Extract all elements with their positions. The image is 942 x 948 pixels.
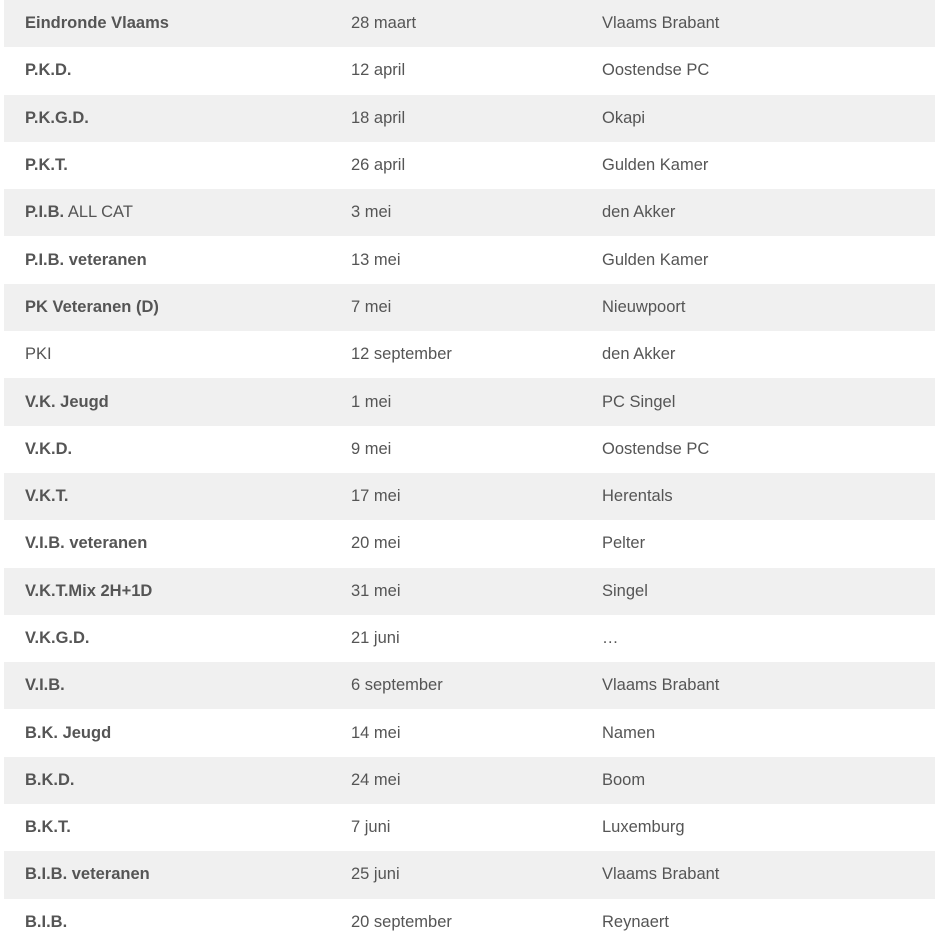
competition-cell [4, 851, 351, 898]
table-row [4, 189, 935, 236]
date-cell: 13 mei [351, 250, 401, 269]
date-cell: 18 april [351, 108, 406, 127]
location-cell: den Akker [602, 203, 676, 222]
table-row [4, 709, 935, 756]
competition-cell [4, 709, 351, 756]
date-cell: 7 juni [351, 818, 391, 837]
date-cell: 24 mei [351, 770, 401, 789]
competition-cell [4, 236, 351, 283]
competition-name: P.I.B. veteranen [25, 250, 147, 269]
date-cell: 3 mei [351, 203, 392, 222]
date-cell: 31 mei [351, 581, 401, 600]
competition-suffix: ALL CAT [64, 203, 133, 222]
date-cell: 26 april [351, 156, 406, 175]
table-row [4, 520, 935, 567]
date-cell: 14 mei [351, 723, 401, 742]
date-cell: 21 juni [351, 629, 400, 647]
competition-name: V.I.B. [25, 676, 65, 695]
location-cell: Boom [602, 770, 646, 789]
table-row [4, 47, 935, 94]
table-row [4, 236, 935, 283]
table-row [4, 899, 935, 946]
table-row [4, 331, 935, 378]
date-cell: 20 september [351, 912, 452, 931]
competition-name: B.K.D. [25, 770, 75, 789]
table-row [4, 378, 935, 425]
competition-name: PK Veteranen (D) [25, 297, 159, 316]
location-cell: Gulden Kamer [602, 250, 709, 269]
date-cell: 1 mei [351, 392, 392, 411]
table-row [4, 804, 935, 851]
date-cell: 17 mei [351, 487, 401, 506]
table-row [4, 284, 935, 331]
date-cell: 9 mei [351, 439, 392, 458]
date-cell: 25 juni [351, 865, 400, 884]
competition-cell [4, 568, 351, 615]
table-row [4, 757, 935, 804]
competition-name: V.I.B. veteranen [25, 534, 148, 553]
competition-name: P.I.B. [25, 203, 65, 222]
competition-suffix: PKI [25, 345, 52, 364]
competition-cell [4, 615, 351, 662]
location-cell: Gulden Kamer [602, 156, 709, 175]
location-cell: PC Singel [602, 392, 676, 411]
table-row [4, 662, 935, 709]
location-cell: Namen [602, 723, 656, 742]
date-cell: 7 mei [351, 297, 392, 316]
schedule-table-container [4, 0, 935, 946]
competition-cell [4, 95, 351, 142]
competition-cell [4, 662, 351, 709]
competition-cell [4, 520, 351, 567]
location-cell: Pelter [602, 534, 646, 553]
competition-cell [4, 899, 351, 946]
table-row [4, 473, 935, 520]
table-row [4, 426, 935, 473]
location-cell: Vlaams Brabant [602, 676, 720, 695]
competition-cell [4, 142, 351, 189]
competition-cell [4, 189, 351, 236]
competition-name: P.K.G.D. [25, 108, 89, 127]
competition-name: V.K.D. [25, 439, 73, 458]
location-cell: Vlaams Brabant [602, 14, 720, 33]
competition-name: P.K.T. [25, 156, 68, 175]
location-cell: Oostendse PC [602, 439, 710, 458]
date-cell: 12 september [351, 345, 452, 364]
competition-name: P.K.D. [25, 61, 72, 80]
date-cell: 6 september [351, 676, 443, 695]
location-cell: den Akker [602, 345, 676, 364]
competition-cell [4, 757, 351, 804]
competition-name: V.K.T. [25, 487, 69, 506]
table-row [4, 142, 935, 189]
competition-cell [4, 331, 351, 378]
location-cell: Oostendse PC [602, 61, 710, 80]
competition-name: B.I.B. veteranen [25, 865, 150, 884]
location-cell: Nieuwpoort [602, 297, 686, 316]
competition-name: V.K.T.Mix 2H+1D [25, 581, 153, 600]
location-cell: … [602, 629, 619, 647]
competition-cell [4, 426, 351, 473]
date-cell: 28 maart [351, 14, 417, 33]
location-cell: Vlaams Brabant [602, 865, 720, 884]
competition-cell [4, 47, 351, 94]
table-row [4, 95, 935, 142]
location-cell: Herentals [602, 487, 673, 506]
competition-name: Eindronde Vlaams [25, 14, 169, 33]
schedule-table-body [4, 0, 935, 946]
competition-cell [4, 378, 351, 425]
table-row [4, 568, 935, 615]
location-cell: Okapi [602, 108, 646, 127]
location-cell: Reynaert [602, 912, 669, 931]
competition-name: V.K. Jeugd [25, 392, 109, 411]
competition-name: B.K. Jeugd [25, 723, 112, 742]
competition-name: B.K.T. [25, 818, 71, 837]
table-row [4, 615, 935, 662]
competition-cell [4, 0, 351, 47]
competition-cell [4, 473, 351, 520]
table-row [4, 0, 935, 47]
competition-name: V.K.G.D. [25, 629, 90, 647]
competition-name: B.I.B. [25, 912, 68, 931]
date-cell: 12 april [351, 61, 406, 80]
location-cell: Luxemburg [602, 818, 685, 837]
location-cell: Singel [602, 581, 648, 600]
table-row [4, 851, 935, 898]
competition-cell [4, 284, 351, 331]
schedule-table [4, 0, 935, 946]
date-cell: 20 mei [351, 534, 401, 553]
competition-cell [4, 804, 351, 851]
